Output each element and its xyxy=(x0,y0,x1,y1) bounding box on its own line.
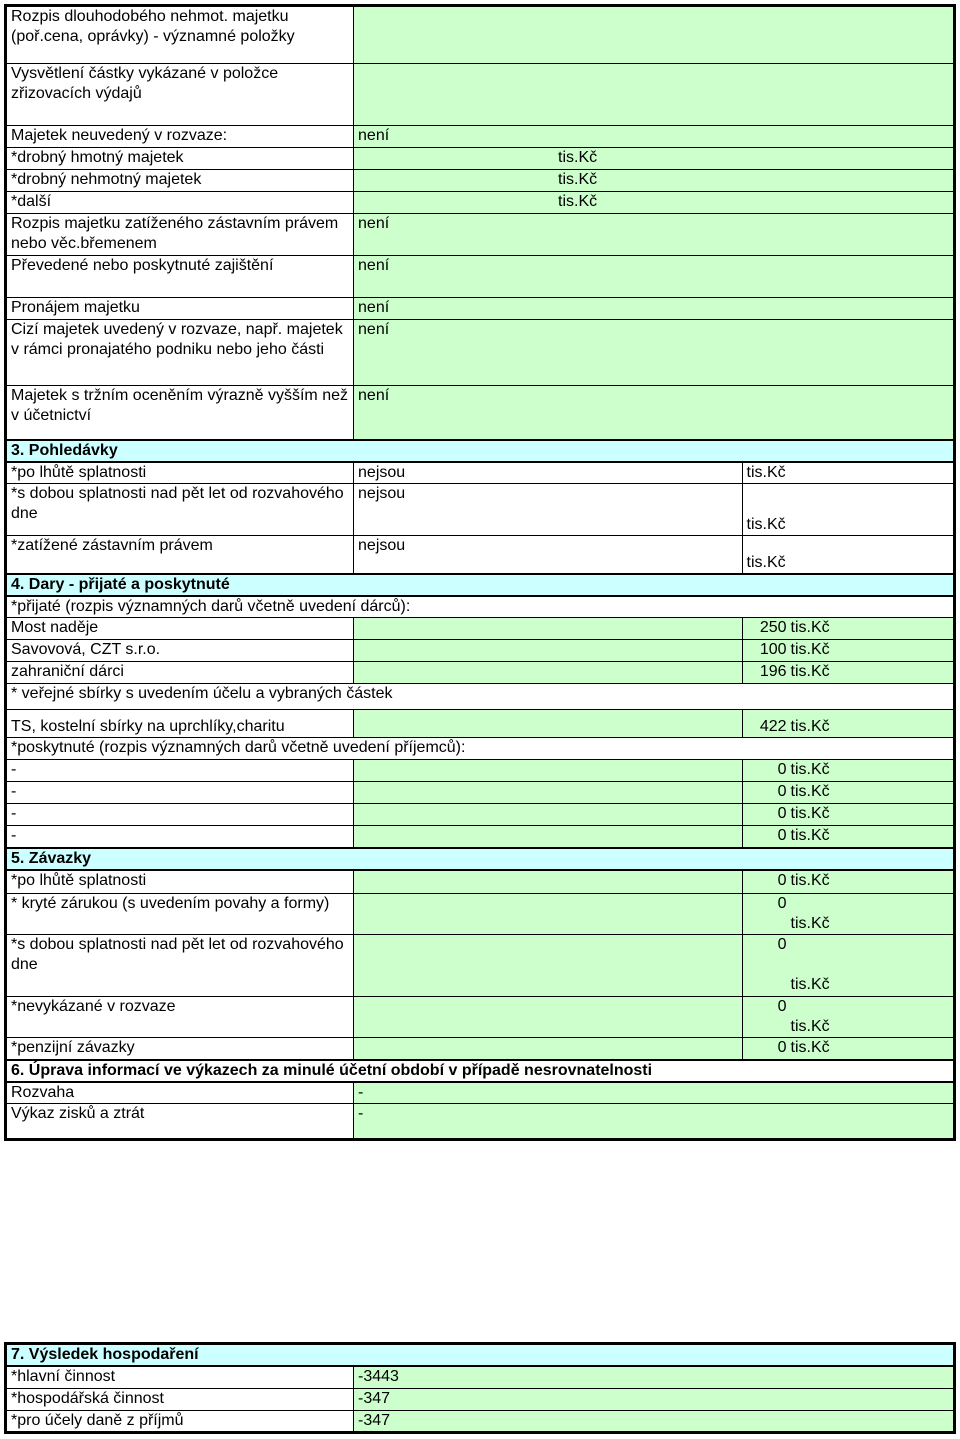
given-cell[interactable] xyxy=(354,782,743,804)
gift-label: Most naděje xyxy=(6,618,354,640)
row-label: Majetek neuvedený v rozvaze: xyxy=(6,126,354,148)
result-label: *hlavní činnost xyxy=(6,1366,354,1388)
row-label: Vysvětlení částky vykázané v položce zřizovacích výdajů xyxy=(6,64,354,126)
section-7-title: 7. Výsledek hospodaření xyxy=(6,1344,955,1367)
gift-cell[interactable] xyxy=(354,618,743,640)
adjust-value[interactable]: - xyxy=(354,1104,955,1140)
adjust-label: Výkaz zisků a ztrát xyxy=(6,1104,354,1140)
row-value[interactable]: nejsou xyxy=(354,462,743,484)
collection-label: TS, kostelní sbírky na uprchlíky,charitu xyxy=(6,710,354,738)
row-label: *drobný nehmotný majetek xyxy=(6,170,354,192)
row-value[interactable]: není xyxy=(354,214,955,256)
section-5-title: 5. Závazky xyxy=(6,848,955,870)
row-label: Cizí majetek uvedený v rozvaze, např. majetek v rámci pronajatého podniku nebo jeho části xyxy=(6,320,354,386)
unit-label: tis.Kč xyxy=(742,536,954,574)
gift-label: Savovová, CZT s.r.o. xyxy=(6,640,354,662)
liability-label: *po lhůtě splatnosti xyxy=(6,870,354,894)
result-label: *pro účely daně z příjmů xyxy=(6,1410,354,1432)
row-label: *drobný hmotný majetek xyxy=(6,148,354,170)
notes-table xyxy=(4,4,956,1141)
given-cell[interactable] xyxy=(354,804,743,826)
unit-label: tis.Kč xyxy=(558,149,598,166)
liability-label: *s dobou splatnosti nad pět let od rozvahového dne xyxy=(6,935,354,997)
gift-cell[interactable] xyxy=(354,662,743,684)
unit-label: tis.Kč xyxy=(742,484,954,536)
result-value[interactable]: -347 xyxy=(354,1410,955,1432)
gift-cell[interactable] xyxy=(354,640,743,662)
row-label: Rozpis majetku zatíženého zástavním právem nebo věc.břemenem xyxy=(6,214,354,256)
given-amount[interactable]: 0 tis.Kč xyxy=(742,826,954,848)
adjust-value[interactable]: - xyxy=(354,1082,955,1104)
liability-amount[interactable]: 0 tis.Kč xyxy=(742,935,954,997)
liability-amount[interactable]: 0 tis.Kč xyxy=(742,997,954,1038)
row-value[interactable]: nejsou xyxy=(354,536,743,574)
gift-amount[interactable]: 196 tis.Kč xyxy=(742,662,954,684)
given-amount[interactable]: 0 tis.Kč xyxy=(742,804,954,826)
unit-label: tis.Kč xyxy=(742,462,954,484)
liability-amount[interactable]: 0 tis.Kč xyxy=(742,1038,954,1060)
result-value[interactable]: -3443 xyxy=(354,1366,955,1388)
row-value[interactable] xyxy=(354,6,955,64)
liability-amount[interactable]: 0 tis.Kč xyxy=(742,894,954,935)
received-label: *přijaté (rozpis významných darů včetně uvedení dárců): xyxy=(6,596,955,618)
given-row-label: - xyxy=(6,804,354,826)
section-6-title: 6. Úprava informací ve výkazech za minulé účetní období v případě nesrovnatelnosti xyxy=(6,1060,955,1082)
row-value[interactable]: není xyxy=(354,320,955,386)
row-label: *zatížené zástavním právem xyxy=(6,536,354,574)
collections-label: * veřejné sbírky s uvedením účelu a vybraných částek xyxy=(6,684,955,710)
row-label: Převedené nebo poskytnuté zajištění xyxy=(6,256,354,298)
gift-label: zahraniční dárci xyxy=(6,662,354,684)
row-label: Rozpis dlouhodobého nehmot. majetku (poř.cena, oprávky) - významné položky xyxy=(6,6,354,64)
collection-amount[interactable]: 422 tis.Kč xyxy=(742,710,954,738)
given-label: *poskytnuté (rozpis významných darů včetně uvedení příjemců): xyxy=(6,738,955,760)
unit-label: tis.Kč xyxy=(558,193,598,210)
result-value[interactable]: -347 xyxy=(354,1388,955,1410)
row-label: *další xyxy=(6,192,354,214)
liability-cell[interactable] xyxy=(354,997,743,1038)
row-value[interactable]: nejsou xyxy=(354,484,743,536)
adjust-label: Rozvaha xyxy=(6,1082,354,1104)
row-value[interactable] xyxy=(354,148,955,170)
given-amount[interactable]: 0 tis.Kč xyxy=(742,782,954,804)
row-label: Majetek s tržním oceněním výrazně vyšším než v účetnictví xyxy=(6,386,354,440)
section-3-title: 3. Pohledávky xyxy=(6,440,955,462)
liability-amount[interactable]: 0 tis.Kč xyxy=(742,870,954,894)
liability-cell[interactable] xyxy=(354,894,743,935)
liability-label: *nevykázané v rozvaze xyxy=(6,997,354,1038)
given-row-label: - xyxy=(6,760,354,782)
given-cell[interactable] xyxy=(354,760,743,782)
liability-cell[interactable] xyxy=(354,1038,743,1060)
row-label: *po lhůtě splatnosti xyxy=(6,462,354,484)
gift-amount[interactable]: 100 tis.Kč xyxy=(742,640,954,662)
unit-label: tis.Kč xyxy=(558,171,598,188)
gift-amount[interactable]: 250 tis.Kč xyxy=(742,618,954,640)
given-cell[interactable] xyxy=(354,826,743,848)
given-amount[interactable]: 0 tis.Kč xyxy=(742,760,954,782)
liability-cell[interactable] xyxy=(354,935,743,997)
row-value[interactable] xyxy=(354,170,955,192)
given-row-label: - xyxy=(6,782,354,804)
row-value[interactable]: není xyxy=(354,126,955,148)
row-label: *s dobou splatnosti nad pět let od rozvahového dne xyxy=(6,484,354,536)
collection-cell[interactable] xyxy=(354,710,743,738)
result-label: *hospodářská činnost xyxy=(6,1388,354,1410)
liability-cell[interactable] xyxy=(354,870,743,894)
row-label: Pronájem majetku xyxy=(6,298,354,320)
section-4-title: 4. Dary - přijaté a poskytnuté xyxy=(6,574,955,596)
given-row-label: - xyxy=(6,826,354,848)
liability-label: * kryté zárukou (s uvedením povahy a formy) xyxy=(6,894,354,935)
row-value[interactable] xyxy=(354,192,955,214)
row-value[interactable]: není xyxy=(354,298,955,320)
row-value[interactable]: není xyxy=(354,386,955,440)
result-table xyxy=(4,1342,956,1434)
row-value[interactable]: není xyxy=(354,256,955,298)
liability-label: *penzijní závazky xyxy=(6,1038,354,1060)
row-value[interactable] xyxy=(354,64,955,126)
